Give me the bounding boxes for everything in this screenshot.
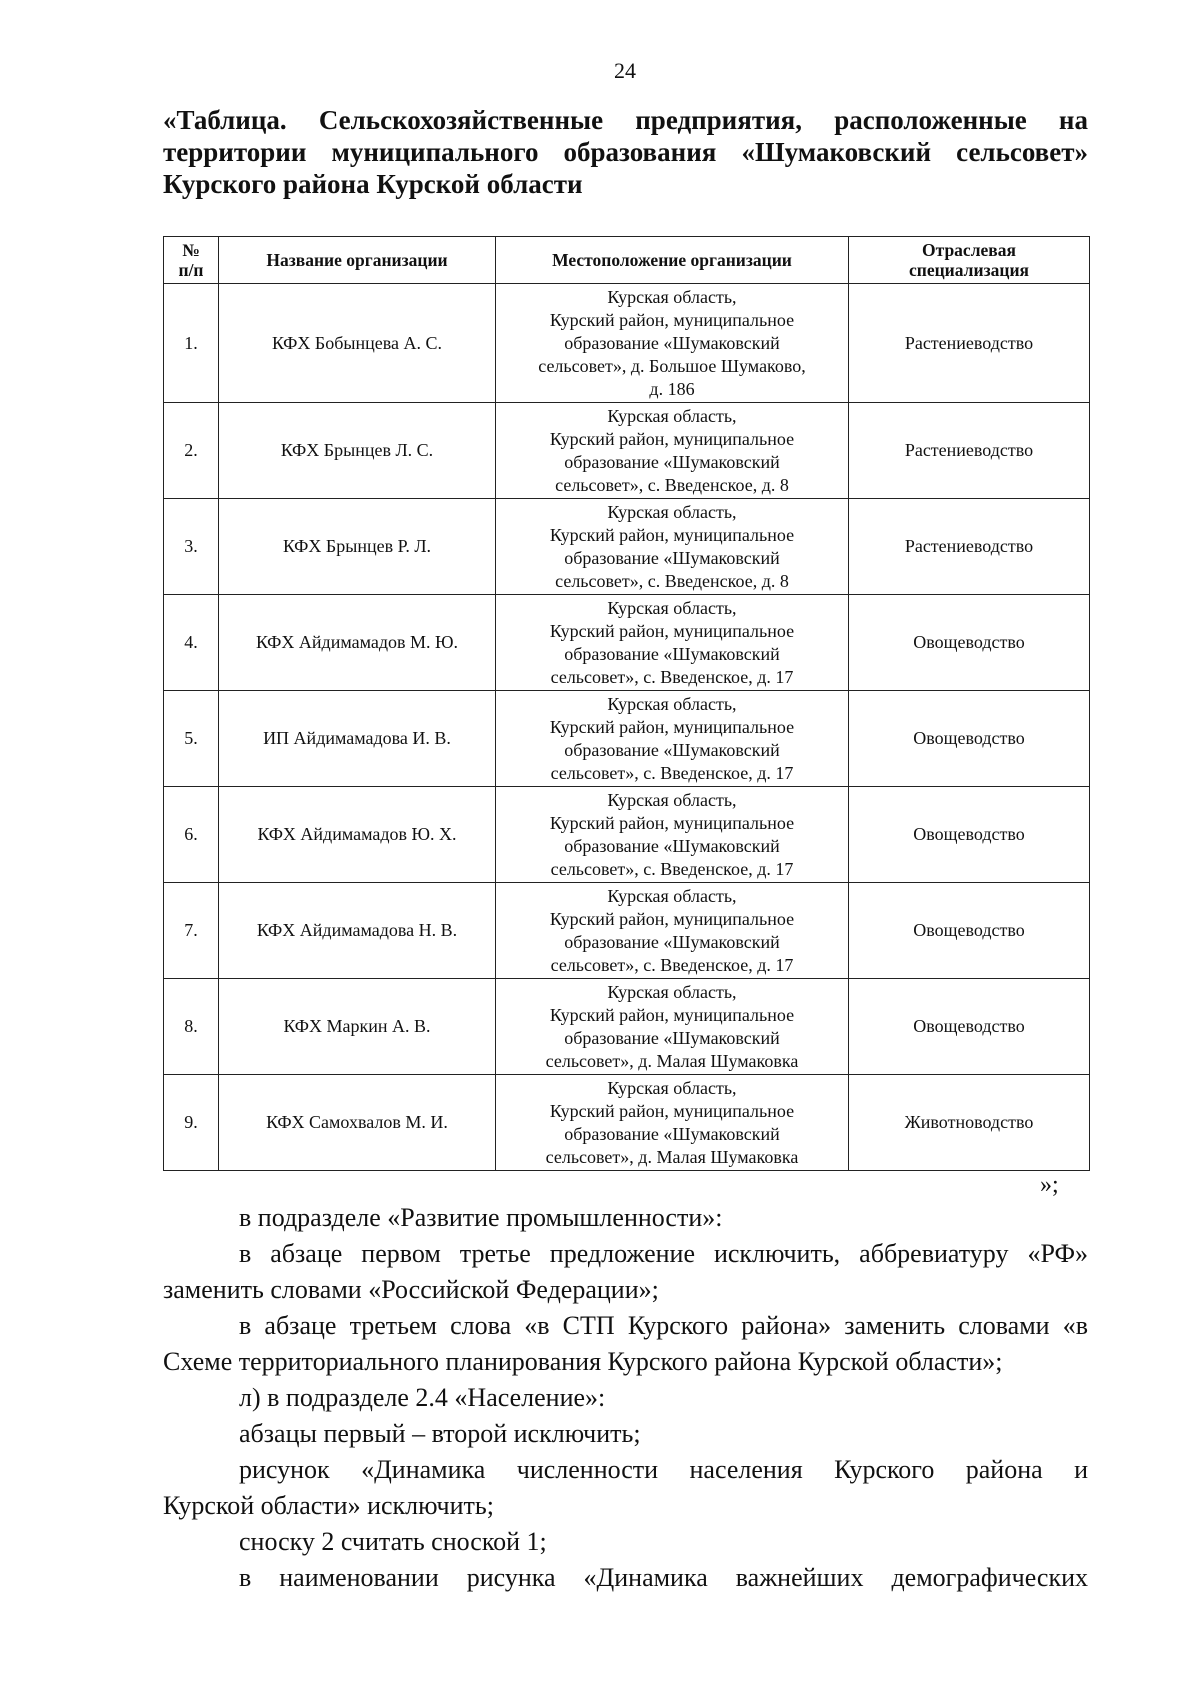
table-header-row xyxy=(164,237,1090,284)
paragraph-line: в наименовании рисунка «Динамика важнейших демографических xyxy=(239,1563,1088,1592)
table-row xyxy=(164,499,1090,595)
address-line: Курская область, xyxy=(607,693,737,714)
address-line: образование «Шумаковский xyxy=(564,643,780,664)
address-line: сельсовет», д. Большое Шумаково, xyxy=(538,355,806,376)
address-line: Курский район, муниципальное xyxy=(549,620,795,641)
table-body xyxy=(164,284,1090,1171)
address-line: Курский район, муниципальное xyxy=(549,428,795,449)
specialization: Растениеводство xyxy=(849,403,1090,499)
address-line: Курский район, муниципальное xyxy=(549,1004,795,1025)
table-row xyxy=(164,403,1090,499)
row-number: 7. xyxy=(164,883,219,979)
header-location: Местоположение организации xyxy=(496,237,849,284)
specialization: Растениеводство xyxy=(849,499,1090,595)
paragraph-line: заменить словами «Российской Федерации»; xyxy=(163,1275,659,1304)
organization-name: КФХ Айдимамадов М. Ю. xyxy=(219,595,496,691)
organization-address xyxy=(496,499,849,595)
paragraph: л) в подразделе 2.4 «Население»: xyxy=(239,1383,606,1412)
paragraph-line: Схеме территориального планирования Курского района Курской области»; xyxy=(163,1347,1003,1376)
address-line: сельсовет», с. Введенское, д. 17 xyxy=(550,762,794,783)
header-spec-line: Отраслевая xyxy=(922,240,1016,260)
specialization: Овощеводство xyxy=(849,595,1090,691)
organization-address xyxy=(496,691,849,787)
table-row xyxy=(164,595,1090,691)
row-number: 9. xyxy=(164,1075,219,1171)
row-number: 3. xyxy=(164,499,219,595)
specialization: Овощеводство xyxy=(849,787,1090,883)
header-specialization xyxy=(849,237,1090,284)
organization-name: КФХ Айдимамадова Н. В. xyxy=(219,883,496,979)
row-number: 4. xyxy=(164,595,219,691)
address-line: сельсовет», с. Введенское, д. 8 xyxy=(555,474,789,495)
table-row xyxy=(164,1075,1090,1171)
specialization: Овощеводство xyxy=(849,979,1090,1075)
organization-address xyxy=(496,883,849,979)
organization-name: КФХ Самохвалов М. И. xyxy=(219,1075,496,1171)
table-row xyxy=(164,883,1090,979)
header-number-line: п/п xyxy=(178,260,204,280)
address-line: Курская область, xyxy=(607,405,737,426)
address-line: сельсовет», д. Малая Шумаковка xyxy=(545,1146,799,1167)
body-text xyxy=(163,1200,1088,1596)
address-line: Курская область, xyxy=(607,789,737,810)
address-line: сельсовет», с. Введенское, д. 8 xyxy=(555,570,789,591)
table-title xyxy=(163,104,1088,200)
row-number: 5. xyxy=(164,691,219,787)
organization-name: КФХ Маркин А. В. xyxy=(219,979,496,1075)
address-line: сельсовет», с. Введенское, д. 17 xyxy=(550,666,794,687)
closing-quote: »; xyxy=(1040,1172,1059,1198)
paragraph xyxy=(163,1308,1088,1380)
title-line: территории муниципального образования «Шумаковский сельсовет» xyxy=(163,137,1088,167)
paragraph: сноску 2 считать сноской 1; xyxy=(239,1527,547,1556)
address-line: Курский район, муниципальное xyxy=(549,309,795,330)
address-line: образование «Шумаковский xyxy=(564,931,780,952)
paragraph-line: в абзаце первом третье предложение исключить, аббревиатуру «РФ» xyxy=(239,1239,1088,1268)
organization-address xyxy=(496,595,849,691)
organization-name: КФХ Брынцев Л. С. xyxy=(219,403,496,499)
address-line: образование «Шумаковский xyxy=(564,547,780,568)
organization-name: КФХ Бобынцева А. С. xyxy=(219,284,496,403)
address-line: образование «Шумаковский xyxy=(564,332,780,353)
table-row xyxy=(164,691,1090,787)
paragraph: абзацы первый – второй исключить; xyxy=(239,1419,641,1448)
header-spec-line: специализация xyxy=(908,260,1029,280)
page-number: 24 xyxy=(614,58,636,83)
specialization: Растениеводство xyxy=(849,284,1090,403)
organization-address xyxy=(496,403,849,499)
address-line: д. 186 xyxy=(649,378,695,399)
address-line: сельсовет», с. Введенское, д. 17 xyxy=(550,858,794,879)
specialization: Животноводство xyxy=(849,1075,1090,1171)
paragraph: в подразделе «Развитие промышленности»: xyxy=(239,1203,723,1232)
row-number: 6. xyxy=(164,787,219,883)
paragraph-line: Курской области» исключить; xyxy=(163,1491,494,1520)
address-line: Курская область, xyxy=(607,597,737,618)
organization-address xyxy=(496,284,849,403)
organization-address xyxy=(496,787,849,883)
organization-address xyxy=(496,1075,849,1171)
address-line: сельсовет», с. Введенское, д. 17 xyxy=(550,954,794,975)
paragraph xyxy=(163,1236,1088,1308)
row-number: 2. xyxy=(164,403,219,499)
address-line: Курская область, xyxy=(607,501,737,522)
paragraph xyxy=(163,1452,1088,1524)
address-line: образование «Шумаковский xyxy=(564,835,780,856)
enterprises-table xyxy=(163,236,1090,1171)
organization-name: КФХ Брынцев Р. Л. xyxy=(219,499,496,595)
address-line: Курская область, xyxy=(607,1077,737,1098)
address-line: Курский район, муниципальное xyxy=(549,716,795,737)
address-line: Курский район, муниципальное xyxy=(549,812,795,833)
title-line: Курского района Курской области xyxy=(163,169,583,199)
address-line: образование «Шумаковский xyxy=(564,739,780,760)
table-row xyxy=(164,979,1090,1075)
paragraph-line: рисунок «Динамика численности населения Курского района и xyxy=(239,1455,1088,1484)
address-line: Курская область, xyxy=(607,885,737,906)
paragraph xyxy=(163,1560,1088,1596)
specialization: Овощеводство xyxy=(849,691,1090,787)
header-number-line: № xyxy=(182,240,200,260)
organization-name: КФХ Айдимамадов Ю. Х. xyxy=(219,787,496,883)
address-line: образование «Шумаковский xyxy=(564,451,780,472)
address-line: образование «Шумаковский xyxy=(564,1123,780,1144)
header-number xyxy=(164,237,219,284)
address-line: Курский район, муниципальное xyxy=(549,1100,795,1121)
address-line: сельсовет», д. Малая Шумаковка xyxy=(545,1050,799,1071)
address-line: Курская область, xyxy=(607,981,737,1002)
organization-address xyxy=(496,979,849,1075)
address-line: Курский район, муниципальное xyxy=(549,908,795,929)
address-line: Курский район, муниципальное xyxy=(549,524,795,545)
organization-name: ИП Айдимамадова И. В. xyxy=(219,691,496,787)
table-row xyxy=(164,284,1090,403)
specialization: Овощеводство xyxy=(849,883,1090,979)
address-line: Курская область, xyxy=(607,286,737,307)
row-number: 1. xyxy=(164,284,219,403)
title-line: «Таблица. Сельскохозяйственные предприятия, расположенные на xyxy=(163,105,1088,135)
header-name: Название организации xyxy=(219,237,496,284)
address-line: образование «Шумаковский xyxy=(564,1027,780,1048)
table-row xyxy=(164,787,1090,883)
paragraph-line: в абзаце третьем слова «в СТП Курского района» заменить словами «в xyxy=(239,1311,1088,1340)
row-number: 8. xyxy=(164,979,219,1075)
